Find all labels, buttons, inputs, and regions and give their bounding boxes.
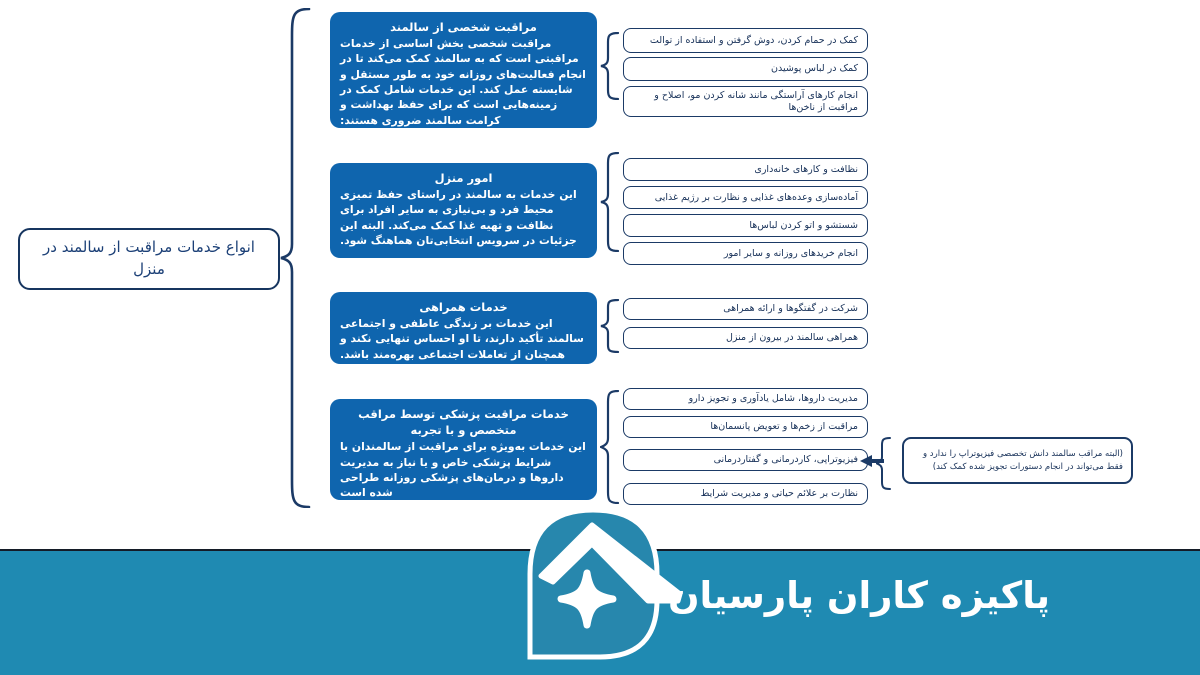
list-item <box>623 388 868 410</box>
panel-household <box>330 163 597 258</box>
curly-brace-icon <box>600 299 620 353</box>
note-box <box>902 437 1133 484</box>
list-item-label: مراقبت از زخم‌ها و تعویض پانسمان‌ها <box>710 421 858 433</box>
curly-brace-icon <box>600 152 620 252</box>
list-item-label: همراهی سالمند در بیرون از منزل <box>726 332 858 344</box>
curly-brace-icon <box>279 8 311 508</box>
curly-brace-icon <box>600 32 620 100</box>
list-item <box>623 57 868 81</box>
brand-title: پاکیزه کاران پارسیان <box>667 574 1050 617</box>
list-item <box>623 327 868 349</box>
list-item <box>623 28 868 53</box>
panel-description: مراقبت شخصی بخش اساسی از خدمات مراقبتی است که به سالمند کمک می‌کند تا در انجام فعالیت‌های روزانه خود به طور مستقل و شایسته عمل کند. این خدمات شامل کمک در زمینه‌هایی است که برای حفظ بهداشت و کرامت سالمند ضروری هستند: <box>340 37 586 127</box>
list-item-label: انجام کارهای آراستگی مانند شانه کردن مو، اصلاح و مراقبت از ناخن‌ها <box>654 89 858 113</box>
curly-brace-icon <box>600 390 620 504</box>
list-item <box>623 416 868 438</box>
panel-title: مراقبت شخصی از سالمند <box>390 20 537 34</box>
list-item <box>623 449 868 471</box>
list-item <box>623 214 868 237</box>
panel-companionship <box>330 292 597 364</box>
list-item-label: شستشو و اتو کردن لباس‌ها <box>749 219 858 231</box>
panel-description: این خدمات بر زندگی عاطفی و اجتماعی سالمند تأکید دارند، تا او احساس تنهایی نکند و همچنان از تعاملات اجتماعی بهره‌مند باشد. <box>340 317 584 361</box>
panel-description: این خدمات به‌ویژه برای مراقبت از سالمندان با شرایط پزشکی خاص و یا نیاز به مدیریت داروها و درمان‌های پزشکی روزانه طراحی شده است <box>340 440 586 500</box>
list-item <box>623 158 868 181</box>
root-node-label: انواع خدمات مراقبت از سالمند در منزل <box>43 238 255 278</box>
list-item <box>623 86 868 117</box>
panel-description: این خدمات به سالمند در راستای حفظ تمیزی محیط فرد و بی‌نیازی به سایر افراد برای نظافت و تهیه غذا کمک می‌کند. البته این جزئیات در سرویس انتخابی‌تان هماهنگ شود. <box>340 188 577 248</box>
panel-title: امور منزل <box>434 171 493 185</box>
panel-personal-care <box>330 12 597 128</box>
list-item <box>623 186 868 209</box>
list-item-label: انجام خریدهای روزانه و سایر امور <box>723 247 858 259</box>
list-item-label: نظارت بر علائم حیاتی و مدیریت شرایط <box>700 488 858 500</box>
list-item-label: آماده‌سازی وعده‌های غذایی و نظارت بر رژیم غذایی <box>654 191 858 203</box>
panel-title: خدمات همراهی <box>419 300 508 314</box>
list-item-label: نظافت و کارهای خانه‌داری <box>754 163 858 175</box>
list-item-label: کمک در لباس پوشیدن <box>771 63 858 75</box>
panel-medical-care <box>330 399 597 500</box>
panel-title: خدمات مراقبت پزشکی توسط مراقب متخصص و با تجربه <box>358 407 569 438</box>
list-item-label: کمک در حمام کردن، دوش گرفتن و استفاده از توالت <box>649 34 858 46</box>
list-item <box>623 298 868 320</box>
list-item <box>623 242 868 265</box>
curly-brace-icon <box>876 437 892 490</box>
list-item-label: شرکت در گفتگوها و ارائه همراهی <box>723 303 858 315</box>
list-item-label: مدیریت داروها، شامل یادآوری و تجویز دارو <box>688 393 858 405</box>
note-label: (البته مراقب سالمند دانش تخصصی فیزیوتراپ را ندارد و فقط می‌تواند در انجام دستورات تجویز شده کمک کند) <box>923 448 1123 472</box>
root-node <box>18 228 280 290</box>
list-item-label: فیزیوتراپی، کاردرمانی و گفتاردرمانی <box>713 454 858 466</box>
